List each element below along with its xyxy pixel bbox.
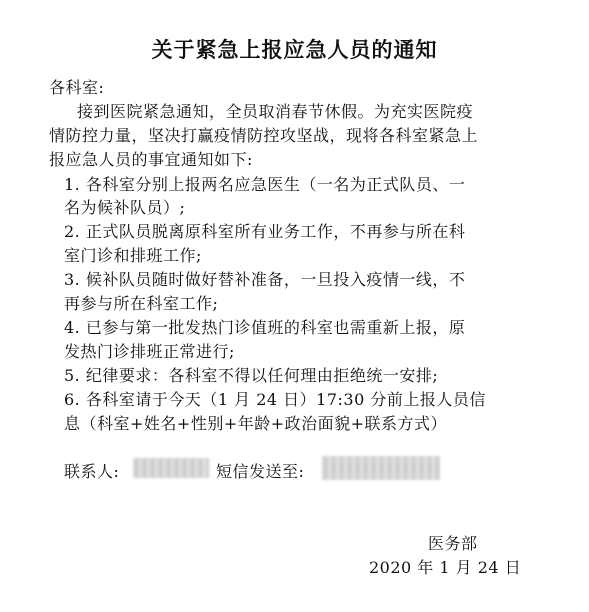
list-item-4-cont: 发热门诊排班正常进行; [64, 342, 235, 361]
list-item-6-cont: 息（科室+姓名+性别+年龄+政治面貌+联系方式） [64, 414, 448, 433]
redacted-contact-name [133, 458, 209, 478]
intro-line: 情防控力量，坚决打赢疫情防控攻坚战，现将各科室紧急上 [49, 126, 479, 145]
salutation: 各科室: [49, 78, 105, 97]
list-item-5: 5. 纪律要求：各科室不得以任何理由拒绝统一安排; [64, 366, 439, 385]
sms-label: 短信发送至: [216, 462, 305, 481]
redacted-phone-number [322, 456, 440, 480]
list-item-1-cont: 名为候补队员）; [64, 198, 186, 217]
list-item-4: 4. 已参与第一批发热门诊值班的科室也需重新上报，原 [64, 318, 466, 337]
list-item-1: 1. 各科室分别上报两名应急医生（一名为正式队员、一 [64, 175, 466, 194]
list-item-6: 6. 各科室请于今天（1 月 24 日）17:30 分前上报人员信 [64, 390, 486, 409]
list-item-2: 2. 正式队员脱离原科室所有业务工作，不再参与所在科 [64, 222, 466, 241]
list-item-3: 3. 候补队员随时做好替补准备，一旦投入疫情一线，不 [64, 270, 466, 289]
list-item-3-cont: 再参与所在科室工作; [64, 294, 219, 313]
list-item-2-cont: 室门诊和排班工作; [64, 246, 202, 265]
page-title: 关于紧急上报应急人员的通知 [151, 37, 438, 62]
signature-date: 2020 年 1 月 24 日 [369, 558, 522, 577]
intro-line: 报应急人员的事宜通知如下: [49, 150, 253, 169]
contact-label: 联系人: [64, 462, 120, 481]
intro-line: 接到医院紧急通知，全员取消春节休假。为充实医院疫 [77, 102, 474, 121]
signature-department: 医务部 [428, 534, 478, 553]
